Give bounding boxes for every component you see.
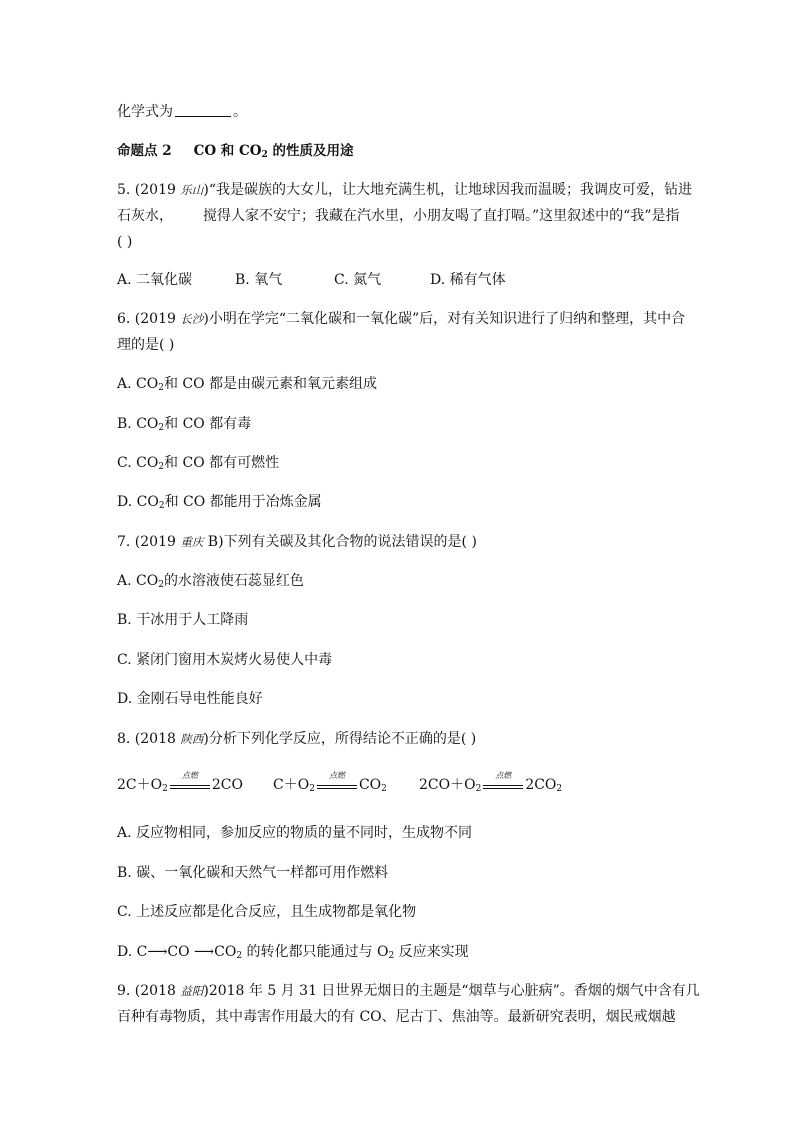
question-7-option-b: B. 干冰用于人工降雨	[117, 612, 249, 628]
equation-2: $C+O_2$ 点燃 $CO_2$	[273, 771, 387, 794]
question-6-option-c: C. $CO_2$和 CO 都有可燃性	[117, 455, 280, 472]
question-7-option-c: C. 紧闭门窗用木炭烤火易使人中毒	[117, 652, 333, 668]
option-a: A. 二氧化碳	[117, 272, 193, 288]
question-8-option-c: C. 上述反应都是化合反应，且生成物都是氧化物	[117, 904, 417, 920]
option-c: C. 氮气	[334, 272, 382, 288]
question-source: 乐山	[180, 183, 204, 197]
question-6-option-d: D. $CO_2$和 CO 都能用于冶炼金属	[117, 494, 322, 511]
question-5-line-2: 石灰水， 搅得人家不安宁；我藏在汽水里，小朋友喝了直打嗝。”这里叙述中的“我”是指	[117, 208, 680, 224]
question-6-line-1: 6. (2019 长沙)小明在学完“二氧化碳和一氧化碳”后，对有关知识进行了归纳和整理，其中合	[117, 311, 686, 327]
question-7-option-d: D. 金刚石导电性能良好	[117, 691, 263, 707]
question-6-line-2: 理的是( )	[117, 337, 175, 353]
question-8-option-a: A. 反应物相同，参加反应的物质的量不同时，生成物不同	[117, 825, 473, 841]
reaction-arrow: 点燃	[483, 776, 523, 794]
equation-1: $2C+O_2$ 点燃 2CO	[117, 771, 243, 794]
question-8-option-d: D. C⟶CO $⟶CO_2$ 的转化都只能通过与 $O_2$ 反应来实现	[117, 944, 469, 961]
option-b: B. 氧气	[235, 272, 283, 288]
question-9-line-2: 百种有毒物质，其中毒害作用最大的有 CO、尼古丁、焦油等。最新研究表明，烟民戒烟越	[117, 1009, 676, 1025]
question-7-line-1: 7. (2019 重庆 B)下列有关碳及其化合物的说法错误的是( )	[117, 534, 477, 550]
equation-3: $2CO+O_2$ 点燃 $2CO_2$	[419, 771, 563, 794]
reaction-arrow: 点燃	[317, 776, 357, 794]
question-6-option-a: A. $CO_2$和 CO 都是由碳元素和氧元素组成	[117, 376, 378, 393]
section-heading: 命题点 2 CO 和 $CO_2$ 的性质及用途	[117, 143, 354, 160]
question-7-option-a: A. $CO_2$的水溶液使石蕊显红色	[117, 573, 304, 590]
option-d: D. 稀有气体	[430, 272, 506, 288]
question-source: 重庆	[180, 535, 204, 549]
question-5-bracket: ( )	[117, 234, 133, 250]
question-source: 长沙	[180, 312, 204, 326]
question-9-line-1: 9. (2018 益阳)2018 年 5 月 31 日世界无烟日的主题是“烟草与心脏病”。香烟的烟气中含有几	[117, 983, 700, 999]
reaction-arrow: 点燃	[170, 776, 210, 794]
question-5-options	[117, 271, 506, 289]
question-source: 益阳	[180, 984, 204, 998]
answer-line: 化学式为 。	[117, 104, 247, 120]
question-8-option-b: B. 碳、一氧化碳和天然气一样都可用作燃料	[117, 865, 389, 881]
question-6-option-b: B. $CO_2$和 CO 都有毒	[117, 416, 252, 433]
question-8-line-1: 8. (2018 陕西)分析下列化学反应，所得结论不正确的是( )	[117, 731, 477, 747]
answer-blank	[175, 103, 231, 117]
question-source: 陕西	[180, 732, 204, 746]
question-5-line-1: 5. (2019 乐山)“我是碳族的大女儿，让大地充满生机，让地球因我而温暖；我调皮可爱，钻进	[117, 182, 692, 198]
